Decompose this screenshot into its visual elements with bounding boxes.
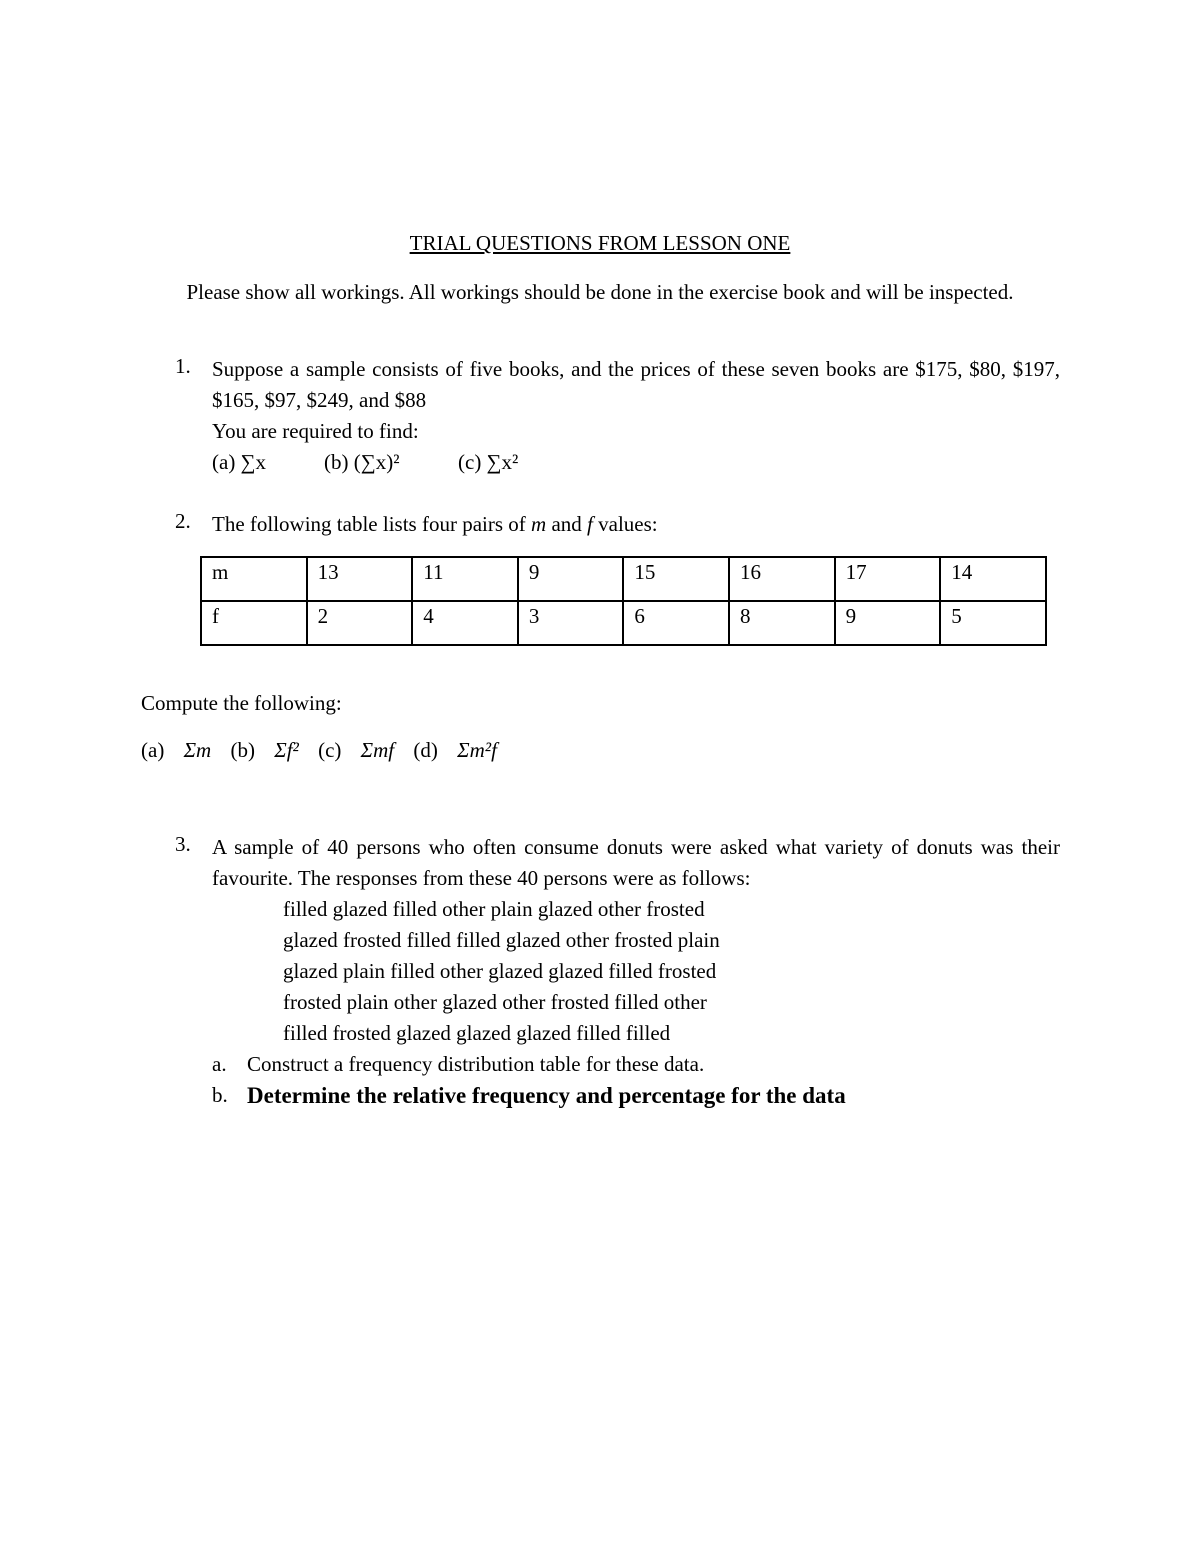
- m-f-table: [200, 556, 1047, 646]
- response-line: frosted plain other glazed other frosted filled other: [283, 990, 707, 1014]
- sub-question-text: Construct a frequency distribution table for these data.: [247, 1052, 705, 1076]
- option-c: (c) ∑x²: [458, 450, 519, 474]
- compute-label: (c): [318, 738, 347, 762]
- option-b: (b) (∑x)²: [324, 450, 400, 474]
- table-cell: 9: [518, 557, 623, 601]
- question-requirement: You are required to find:: [212, 419, 419, 443]
- variable-f: f: [587, 512, 593, 536]
- option-a: (a) ∑x: [212, 450, 267, 474]
- response-line: glazed frosted filled filled glazed other frosted plain: [283, 928, 720, 952]
- compute-expression: Σm²f: [457, 738, 497, 762]
- compute-label: (b): [230, 738, 261, 762]
- table-cell: 2: [307, 601, 413, 645]
- question-number: 2.: [175, 509, 191, 533]
- compute-expression: Σmf: [360, 738, 395, 762]
- question-text: Suppose a sample consists of five books, and the prices of these seven books are $175, $80, $197, $165, $97, $249, and $88: [212, 357, 1060, 412]
- instruction-text: Please show all workings. All workings should be done in the exercise book and will be inspected.: [186, 280, 1014, 304]
- question-number: 3.: [175, 832, 191, 856]
- table-cell: 9: [835, 601, 941, 645]
- question-text: A sample of 40 persons who often consume donuts were asked what variety of donuts was their favourite. The responses from these 40 persons were as follows:: [212, 835, 1060, 890]
- table-cell: 8: [729, 601, 835, 645]
- table-cell: 14: [940, 557, 1046, 601]
- response-list: [283, 894, 1060, 1049]
- question-text-part: and: [546, 512, 588, 536]
- question-text-part: values:: [592, 512, 658, 536]
- variable-m: m: [531, 512, 547, 536]
- table-cell: 15: [623, 557, 729, 601]
- response-line: filled frosted glazed glazed glazed filled filled: [283, 1021, 671, 1045]
- table-cell: 11: [412, 557, 518, 601]
- compute-item-d: [413, 738, 497, 762]
- question-3: [175, 832, 1060, 1111]
- table-cell: 4: [412, 601, 518, 645]
- table-cell: 17: [835, 557, 941, 601]
- compute-label: (d): [413, 738, 444, 762]
- answer-options: [212, 447, 1060, 478]
- compute-expression: Σf²: [274, 738, 299, 762]
- compute-item-c: [318, 738, 394, 762]
- table-cell: 6: [623, 601, 729, 645]
- sub-question-letter: b.: [212, 1083, 228, 1107]
- table-cell: 5: [940, 601, 1046, 645]
- table-cell: 13: [307, 557, 413, 601]
- table-row-f: [201, 601, 1046, 645]
- response-line: filled glazed filled other plain glazed other frosted: [283, 897, 705, 921]
- compute-item-a: [141, 738, 211, 762]
- page-title: TRIAL QUESTIONS FROM LESSON ONE: [409, 231, 791, 255]
- compute-label: (a): [141, 738, 170, 762]
- sub-question-letter: a.: [212, 1052, 227, 1076]
- table-cell: m: [201, 557, 307, 601]
- sub-question-a: [212, 1049, 1060, 1080]
- sub-question-text: Determine the relative frequency and percentage for the data: [247, 1083, 846, 1108]
- table-cell: f: [201, 601, 307, 645]
- question-1: [175, 354, 1060, 478]
- question-number: 1.: [175, 354, 191, 378]
- table-row-m: [201, 557, 1046, 601]
- table-cell: 16: [729, 557, 835, 601]
- compute-heading: Compute the following:: [141, 691, 342, 715]
- question-text-part: The following table lists four pairs of: [212, 512, 532, 536]
- table-cell: 3: [518, 601, 623, 645]
- sub-question-b: [212, 1080, 1060, 1111]
- response-line: glazed plain filled other glazed glazed filled frosted: [283, 959, 717, 983]
- compute-expression: Σm: [183, 738, 212, 762]
- question-2: [175, 509, 1060, 540]
- compute-item-b: [230, 738, 298, 762]
- compute-items: [141, 738, 511, 763]
- question-text: [212, 509, 1060, 540]
